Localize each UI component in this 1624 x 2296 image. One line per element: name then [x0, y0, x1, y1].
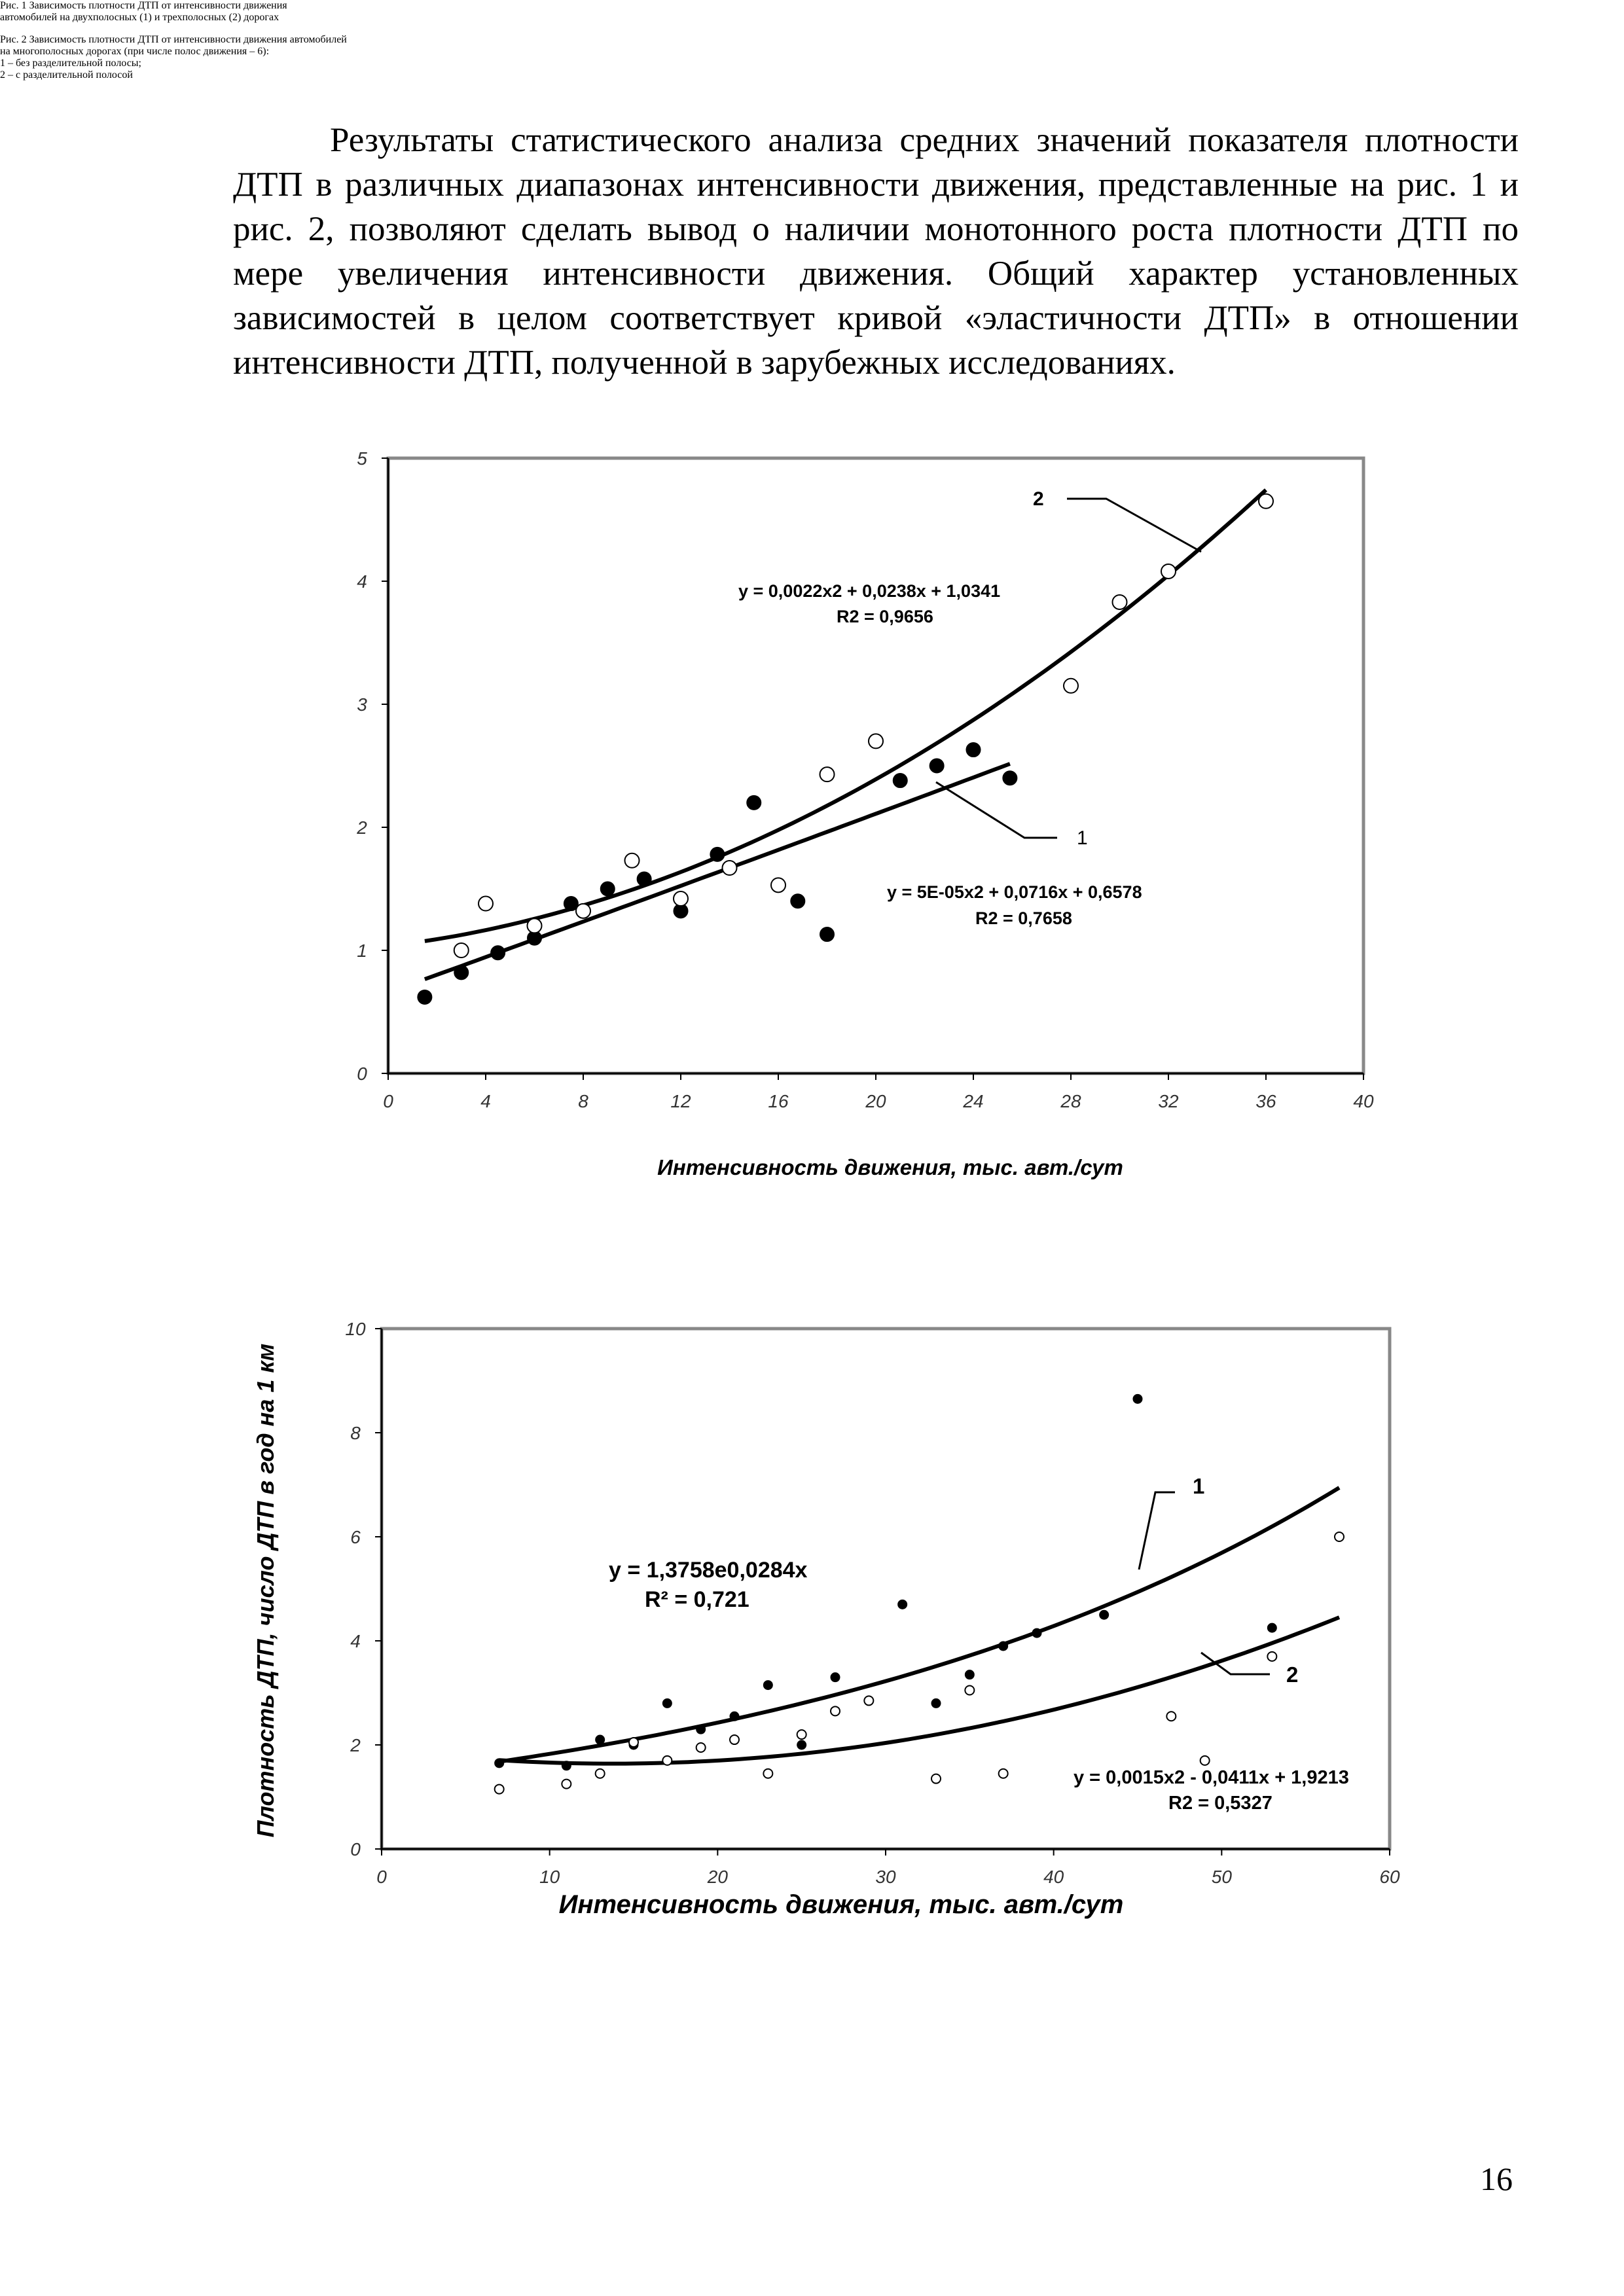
fig1-x-tick-label: 36	[1255, 1091, 1276, 1111]
fig1-point-series-1	[418, 990, 432, 1004]
fig2-point-series-2	[1200, 1756, 1210, 1765]
fig1-point-series-2	[528, 918, 542, 933]
fig2-point-series-2	[965, 1686, 974, 1695]
fig2-label-1: 1	[1193, 1474, 1205, 1498]
fig2-point-series-1	[730, 1712, 739, 1721]
fig1-label1-leader	[936, 782, 1057, 838]
fig2-equation-1: y = 1,3758e0,0284x	[609, 1558, 808, 1583]
fig2-x-tick-label: 10	[539, 1867, 560, 1887]
fig1-x-tick-label: 16	[768, 1091, 789, 1111]
fig1-x-axis-label: Интенсивность движения, тыс. авт./сут	[657, 1155, 1123, 1179]
fig2-point-series-1	[662, 1698, 672, 1708]
fig2-y-axis-label: Плотность ДТП, число ДТП в год на 1 км	[252, 1343, 279, 1838]
fig2-point-series-1	[797, 1740, 806, 1749]
body-paragraph: Результаты статистического анализа средних значений показателя плотности ДТП в различных диапазонах интенсивности движения, представленные на рис. 1 и рис. 2, позволяют сделать вывод о наличии монотонного роста плотности ДТП по мере увеличения интенсивности движения. Общий характер установленных зависимостей в целом соответствует кривой «эластичности ДТП» в отношении интенсивности ДТП, полученной в зарубежных исследованиях.	[233, 121, 1519, 382]
fig2-point-series-2	[831, 1706, 840, 1715]
fig1-point-series-2	[576, 904, 590, 918]
fig1-trendline-1	[425, 764, 1010, 979]
fig1-label-2: 2	[1033, 488, 1044, 510]
fig2-point-series-2	[999, 1769, 1008, 1778]
fig1-point-series-1	[491, 946, 505, 960]
fig2-point-series-2	[797, 1730, 806, 1739]
page-number: 16	[1480, 2161, 1513, 2197]
fig1-point-series-1	[929, 759, 944, 773]
fig2-point-series-1	[898, 1600, 907, 1609]
fig1-point-series-2	[478, 897, 493, 911]
fig2-y-tick-label: 8	[350, 1423, 361, 1443]
fig2-point-series-1	[1100, 1610, 1109, 1619]
fig2-point-series-2	[1166, 1712, 1176, 1721]
fig2-point-series-1	[629, 1740, 638, 1749]
fig1-y-tick-label: 3	[357, 694, 367, 715]
fig1-y-tick-label: 1	[357, 941, 367, 961]
fig1-y-tick-label: 2	[357, 817, 367, 838]
fig2-point-series-2	[629, 1738, 638, 1747]
fig2-point-series-1	[965, 1670, 974, 1679]
fig2-r2-1: R² = 0,721	[645, 1587, 749, 1612]
fig1-point-series-2	[1064, 679, 1078, 693]
fig2-x-tick-label: 50	[1211, 1867, 1232, 1887]
fig2-point-series-2	[864, 1696, 873, 1705]
fig2-point-series-1	[831, 1673, 840, 1682]
fig1-r2-1: R2 = 0,7658	[975, 908, 1072, 928]
fig2-point-series-1	[562, 1761, 571, 1770]
fig1-point-series-2	[674, 891, 688, 906]
fig1-point-series-2	[625, 853, 640, 868]
fig1-r2-2: R2 = 0,9656	[837, 607, 933, 626]
fig2-label1-leader	[1139, 1492, 1175, 1570]
fig2-trendline-2	[499, 1617, 1339, 1764]
fig1-point-series-2	[820, 767, 835, 781]
fig1-x-tick-label: 20	[865, 1091, 886, 1111]
fig1-point-series-1	[747, 795, 761, 810]
fig1-x-tick-label: 32	[1158, 1091, 1179, 1111]
fig2-caption-line-2: на многополосных дорогах (при числе полос движения – 6):	[0, 46, 270, 57]
fig1-point-series-1	[600, 882, 615, 896]
fig2-trendline-1	[499, 1488, 1339, 1762]
fig1-x-tick-label: 28	[1060, 1091, 1081, 1111]
fig1-point-series-1	[454, 965, 469, 980]
fig2-point-series-1	[999, 1641, 1008, 1651]
fig2-point-series-2	[931, 1774, 941, 1784]
fig2-point-series-2	[730, 1735, 739, 1744]
fig2-x-tick-label: 30	[875, 1867, 896, 1887]
fig2-y-tick-label: 6	[350, 1527, 361, 1547]
fig1-x-tick-label: 8	[578, 1091, 588, 1111]
fig2-x-tick-label: 20	[707, 1867, 728, 1887]
fig1-point-series-1	[820, 927, 835, 942]
fig2-y-tick-label: 2	[350, 1735, 361, 1755]
fig2-x-tick-label: 60	[1379, 1867, 1400, 1887]
fig1-trendline-2	[425, 490, 1266, 941]
fig2-x-tick-label: 40	[1043, 1867, 1064, 1887]
fig2-point-series-1	[1032, 1628, 1041, 1638]
fig2-y-tick-label: 4	[350, 1631, 361, 1651]
fig1-y-tick-label: 5	[357, 448, 367, 469]
fig2-point-series-1	[1133, 1394, 1142, 1403]
fig1-x-tick-label: 40	[1353, 1091, 1374, 1111]
fig2-point-series-2	[1335, 1532, 1344, 1541]
fig2-point-series-2	[596, 1769, 605, 1778]
fig2-point-series-2	[495, 1785, 504, 1794]
fig1-label2-leader	[1067, 499, 1201, 552]
fig2-y-tick-label: 0	[350, 1839, 361, 1859]
fig1-y-tick-label: 4	[357, 571, 367, 592]
fig1-caption-line-2: автомобилей на двухполосных (1) и трехполосных (2) дорогах	[0, 12, 280, 23]
fig2-point-series-2	[562, 1780, 571, 1789]
fig2-point-series-1	[931, 1698, 941, 1708]
fig1-point-series-2	[723, 861, 737, 875]
fig2-x-tick-label: 0	[376, 1867, 387, 1887]
fig2-point-series-1	[1267, 1623, 1276, 1632]
fig2-r2-2: R2 = 0,5327	[1168, 1793, 1272, 1814]
fig1-equation-1: y = 5E-05x2 + 0,0716x + 0,6578	[887, 882, 1142, 902]
fig2-caption-line-3: 1 – без разделительной полосы;	[0, 58, 141, 69]
fig1-point-series-2	[1113, 595, 1127, 609]
fig1-y-tick-label: 0	[357, 1064, 367, 1084]
fig1-point-series-1	[710, 847, 725, 861]
fig1-label-1: 1	[1077, 827, 1088, 849]
fig2-label2-leader	[1201, 1653, 1270, 1674]
fig1-plot-frame	[388, 458, 1363, 1073]
fig2-point-series-2	[1267, 1652, 1276, 1661]
fig2-caption-line-4: 2 – с разделительной полосой	[0, 69, 133, 81]
fig1-point-series-2	[1161, 564, 1176, 579]
fig1-x-tick-label: 12	[670, 1091, 691, 1111]
fig2-point-series-2	[763, 1769, 772, 1778]
fig1-point-series-1	[1003, 771, 1017, 785]
fig2-point-series-1	[495, 1759, 504, 1768]
fig2-point-series-1	[696, 1725, 706, 1734]
fig2-y-tick-label: 10	[345, 1319, 366, 1339]
fig1-caption-line-1: Рис. 1 Зависимость плотности ДТП от интенсивности движения	[0, 0, 287, 11]
fig1-point-series-1	[893, 774, 907, 788]
fig1-point-series-1	[637, 872, 651, 886]
fig2-point-series-1	[763, 1681, 772, 1690]
fig1-point-series-1	[966, 743, 981, 757]
fig2-equation-2: y = 0,0015x2 - 0,0411x + 1,9213	[1074, 1767, 1349, 1788]
fig2-point-series-1	[596, 1735, 605, 1744]
fig1-x-tick-label: 4	[480, 1091, 491, 1111]
fig2-plot-frame	[382, 1329, 1390, 1849]
fig1-point-series-1	[791, 894, 805, 908]
fig2-point-series-2	[696, 1743, 706, 1752]
fig2-caption-line-1: Рис. 2 Зависимость плотности ДТП от интенсивности движения автомобилей	[0, 34, 347, 45]
fig1-x-tick-label: 0	[383, 1091, 393, 1111]
fig1-point-series-2	[1259, 494, 1273, 509]
fig2-point-series-2	[662, 1756, 672, 1765]
fig1-point-series-2	[869, 734, 883, 748]
fig2-label-2: 2	[1286, 1662, 1299, 1687]
fig1-x-tick-label: 24	[963, 1091, 984, 1111]
fig1-point-series-2	[771, 878, 785, 892]
fig2-x-axis-label: Интенсивность движения, тыс. авт./сут	[558, 1890, 1124, 1919]
fig1-point-series-2	[454, 943, 469, 958]
fig1-equation-2: y = 0,0022x2 + 0,0238x + 1,0341	[738, 581, 1001, 601]
